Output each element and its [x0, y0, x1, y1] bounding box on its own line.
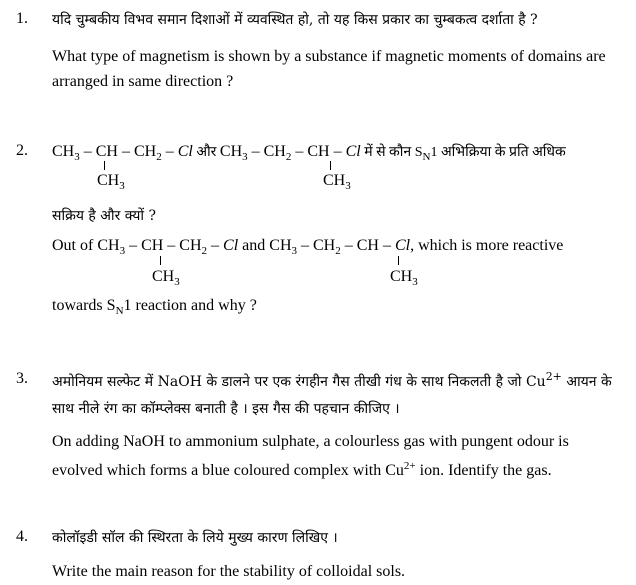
bond-line: [330, 161, 331, 170]
question-hindi-text: यदि चुम्बकीय विभव समान दिशाओं में व्यवस्थित हो, तो यह किस प्रकार का चुम्बकत्व दर्शाता है ?: [52, 12, 538, 28]
methyl-branch: $CH_3$: [152, 268, 180, 288]
question-english-line-1: What type of magnetism is shown by a substance if magnetic moments of domains are: [52, 48, 606, 65]
question-hindi-line-2: सक्रिय है और क्यों ?: [52, 208, 156, 224]
question-number: 3.: [16, 370, 28, 387]
bond-line: [104, 161, 105, 170]
question-english-line-1: On adding NaOH to ammonium sulphate, a colourless gas with pungent odour is: [52, 433, 569, 450]
question-hindi-line-1: अमोनियम सल्फेट में NaOH के डालने पर एक रंगहीन गैस तीखी गंध के साथ निकलती है जो $Cu^{2+}$ आयन के: [52, 370, 612, 390]
question-number: 4.: [16, 528, 28, 545]
question-english-text: Write the main reason for the stability of colloidal sols.: [52, 563, 406, 580]
question-english-line-2: arranged in same direction ?: [52, 73, 234, 90]
methyl-branch: $CH_3$: [323, 172, 351, 192]
formula-line-hindi: $CH_3$ – CH – $CH_2$ – Cl और $CH_3 - CH_2$ – CH – Cl में से कौन $S_N1$ अभिक्रिया के प्रति अधिक: [52, 143, 566, 163]
methyl-branch: $CH_3$: [97, 172, 125, 192]
bond-line: [160, 256, 161, 265]
question-english-line-2: evolved which forms a blue coloured complex with $Cu^{2+}$ ion. Identify the gas.: [52, 460, 552, 479]
question-hindi-line-2: साथ नीले रंग का कॉम्प्लेक्स बनाती है । इस गैस की पहचान कीजिए ।: [52, 401, 400, 417]
question-english-line-2: towards $S_N1$ reaction and why ?: [52, 297, 257, 317]
question-number: 1.: [16, 10, 28, 27]
question-number: 2.: [16, 142, 28, 159]
methyl-branch: $CH_3$: [390, 268, 418, 288]
formula-line-english: Out of $CH_3$ – CH – $CH_2$ – Cl and $CH_3 - CH_2$ – CH – Cl, which is more reactive: [52, 237, 564, 257]
question-hindi-text: कोलॉइडी सॉल की स्थिरता के लिये मुख्य कारण लिखिए ।: [52, 530, 338, 546]
bond-line: [398, 256, 399, 265]
